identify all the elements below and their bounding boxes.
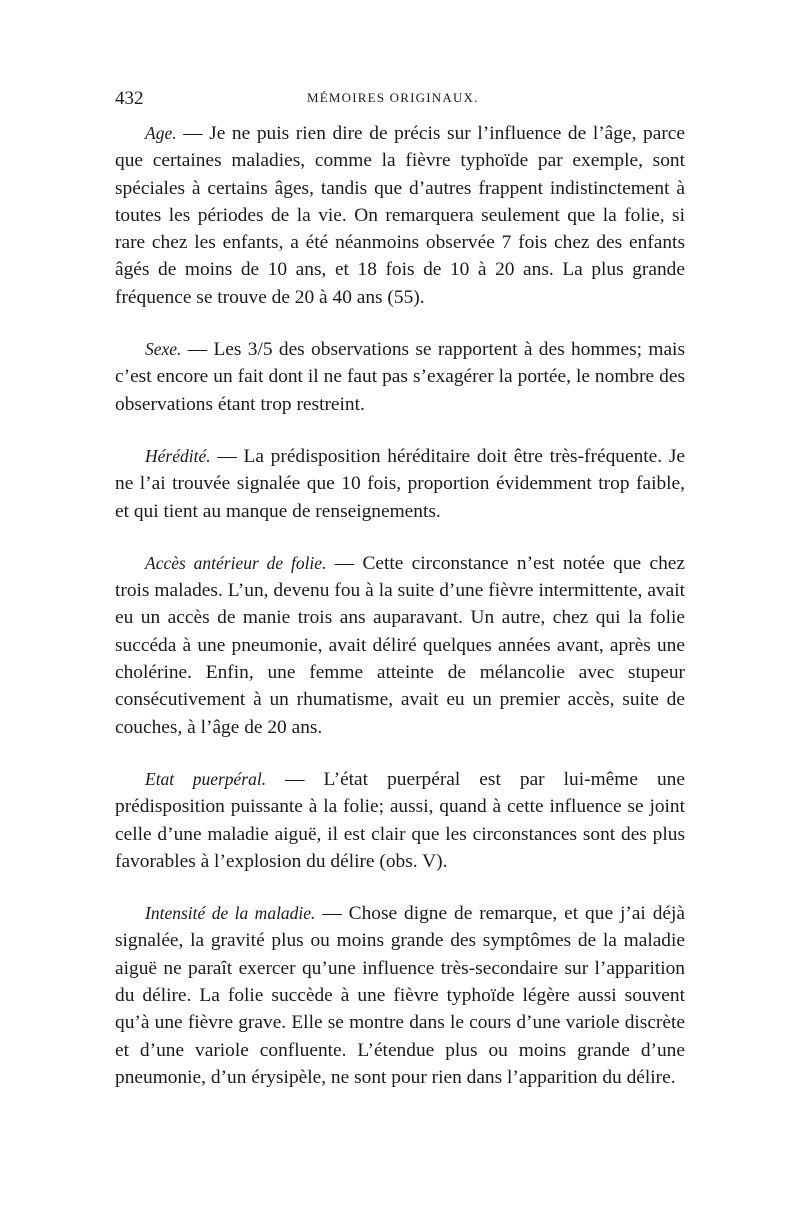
page-header: [115, 88, 685, 120]
paragraph-title: Etat puerpéral.: [145, 768, 267, 789]
paragraph-text: — La prédisposition héréditaire doit être très-fréquente. Je ne l’ai trouvée signalée que 10 fois, proportion évidemment trop faible, et qui tient au manque de renseignements.: [115, 445, 685, 522]
paragraph-acces-anterieur: [115, 550, 685, 741]
paragraph-text: — Les 3/5 des observations se rapportent à des hommes; mais c’est encore un fait dont il ne faut pas s’exagérer la portée, le nombre des observations étant trop restreint.: [115, 339, 685, 415]
page-number: 432: [115, 88, 144, 109]
paragraph-sexe: [115, 336, 685, 418]
paragraph-intensite: [115, 900, 685, 1091]
running-head: MÉMOIRES ORIGINAUX.: [307, 90, 479, 105]
paragraph-title: Accès antérieur de folie.: [145, 552, 327, 573]
paragraph-text: — Cette circonstance n’est notée que chez trois malades. L’un, devenu fou à la suite d’une fièvre intermittente, avait eu un accès de manie trois ans auparavant. Un autre, chez qui la folie succéda à une pneumonie, avait déliré quelques années avant, après une cholérine. Enfin, une femme atteinte de mélancolie avec stupeur consécutivement à un rhumatisme, avait eu un premier accès, suite de couches, à l’âge de 20 ans.: [115, 552, 685, 738]
paragraph-age: [115, 120, 685, 311]
page: [115, 88, 685, 1116]
paragraph-text: — L’état puerpéral est par lui-même une prédisposition puissante à la folie; aussi, quand à cette influence se joint celle d’une maladie aiguë, il est clair que les circonstances sont des plus favorables à l’explosion du délire (obs. V).: [115, 768, 685, 872]
paragraph-title: Hérédité.: [145, 445, 211, 466]
paragraph-title: Age.: [145, 123, 177, 143]
paragraph-heredite: [115, 443, 685, 525]
paragraph-title: Sexe.: [145, 339, 182, 360]
paragraph-text: — Chose digne de remarque, et que j’ai déjà signalée, la gravité plus ou moins grande des symptômes de la maladie aiguë ne paraît exercer qu’une influence très-secondaire sur l’apparition du délire. La folie succède à une fièvre typhoïde légère aussi souvent qu’à une fièvre grave. Elle se montre dans le cours d’une variole discrète et d’une variole confluente. L’étendue plus ou moins grande d’une pneumonie, d’un érysipèle, ne sont pour rien dans l’apparition du délire.: [115, 903, 685, 1088]
paragraph-text: — Je ne puis rien dire de précis sur l’influence de l’âge, parce que certaines maladies, comme la fièvre typhoïde par exemple, sont spéciales à certains âges, tandis que d’autres frappent indistinctement à toutes les périodes de la vie. On remarquera seulement que la folie, si rare chez les enfants, a été néanmoins observée 7 fois chez des enfants âgés de moins de 10 ans, et 18 fois de 10 à 20 ans. La plus grande fréquence se trouve de 20 à 40 ans (55).: [115, 123, 685, 308]
paragraph-etat-puerperal: [115, 766, 685, 875]
paragraph-title: Intensité de la maladie.: [145, 903, 316, 924]
